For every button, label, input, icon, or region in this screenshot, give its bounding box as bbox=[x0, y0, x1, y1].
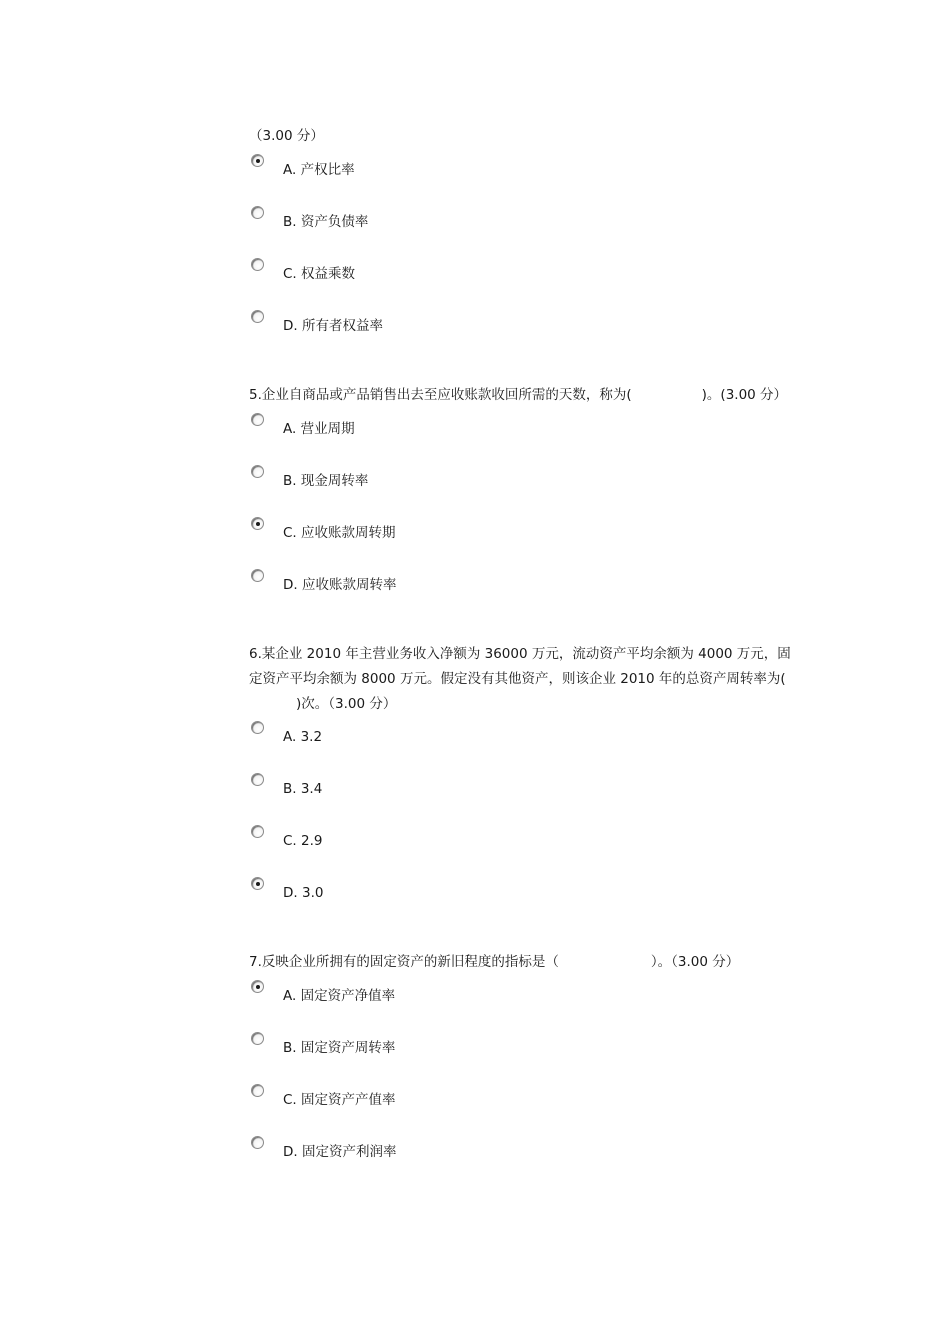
q6-radio-b[interactable] bbox=[251, 773, 264, 786]
q5-radio-c[interactable] bbox=[251, 517, 264, 530]
q4-option-c-label: C. 权益乘数 bbox=[283, 266, 356, 282]
q5-option-c-label: C. 应收账款周转期 bbox=[283, 525, 396, 541]
q4-score bbox=[249, 124, 814, 149]
q6-stem bbox=[249, 642, 814, 717]
q4-option-d-label: D. 所有者权益率 bbox=[283, 318, 383, 334]
q5-radio-b[interactable] bbox=[251, 465, 264, 478]
q7-radio-a[interactable] bbox=[251, 980, 264, 993]
q5-stem-text: 5.企业自商品或产品销售出去至应收账款收回所需的天数，称为( bbox=[249, 387, 632, 403]
q7-radio-c[interactable] bbox=[251, 1084, 264, 1097]
q4-score-text: （3.00 分） bbox=[249, 128, 324, 144]
q6-option-b-label: B. 3.4 bbox=[283, 781, 323, 797]
q7-radio-d[interactable] bbox=[251, 1136, 264, 1149]
q7-stem-end: ）。（3.00 分） bbox=[650, 954, 740, 970]
q5-radio-a[interactable] bbox=[251, 413, 264, 426]
q6-stem-line2: 定资产平均余额为 8000 万元。假定没有其他资产，则该企业 2010 年的总资产周转率为( bbox=[249, 671, 786, 687]
q7-radio-b[interactable] bbox=[251, 1032, 264, 1045]
q6-radio-a[interactable] bbox=[251, 721, 264, 734]
q6-option-c-label: C. 2.9 bbox=[283, 833, 323, 849]
q4-radio-a[interactable] bbox=[251, 154, 264, 167]
q6-stem-line3-text: )次。（3.00 分） bbox=[296, 696, 397, 712]
q7-option-a-label: A. 固定资产净值率 bbox=[283, 988, 396, 1004]
q5-option-b-label: B. 现金周转率 bbox=[283, 473, 369, 489]
q7-option-d-label: D. 固定资产利润率 bbox=[283, 1144, 397, 1160]
q6-stem-line3 bbox=[249, 692, 814, 717]
q6-stem-line1: 6.某企业 2010 年主营业务收入净额为 36000 万元，流动资产平均余额为 4000 万元，固 bbox=[249, 646, 791, 662]
q6-radio-c[interactable] bbox=[251, 825, 264, 838]
q7-option-b-label: B. 固定资产周转率 bbox=[283, 1040, 396, 1056]
q6-option-d-label: D. 3.0 bbox=[283, 885, 324, 901]
q7-option-c-label: C. 固定资产产值率 bbox=[283, 1092, 396, 1108]
q5-option-d-label: D. 应收账款周转率 bbox=[283, 577, 397, 593]
q5-stem-end: )。(3.00 分） bbox=[701, 387, 788, 403]
q6-option-a-label: A. 3.2 bbox=[283, 729, 323, 745]
q5-stem bbox=[249, 383, 814, 408]
q4-option-b-label: B. 资产负债率 bbox=[283, 214, 369, 230]
q4-option-a-label: A. 产权比率 bbox=[283, 162, 355, 178]
q5-radio-d[interactable] bbox=[251, 569, 264, 582]
q4-radio-d[interactable] bbox=[251, 310, 264, 323]
q7-stem-text: 7.反映企业所拥有的固定资产的新旧程度的指标是（ bbox=[249, 954, 559, 970]
q7-stem bbox=[249, 950, 814, 975]
q4-radio-b[interactable] bbox=[251, 206, 264, 219]
q6-radio-d[interactable] bbox=[251, 877, 264, 890]
q5-option-a-label: A. 营业周期 bbox=[283, 421, 355, 437]
q4-radio-c[interactable] bbox=[251, 258, 264, 271]
